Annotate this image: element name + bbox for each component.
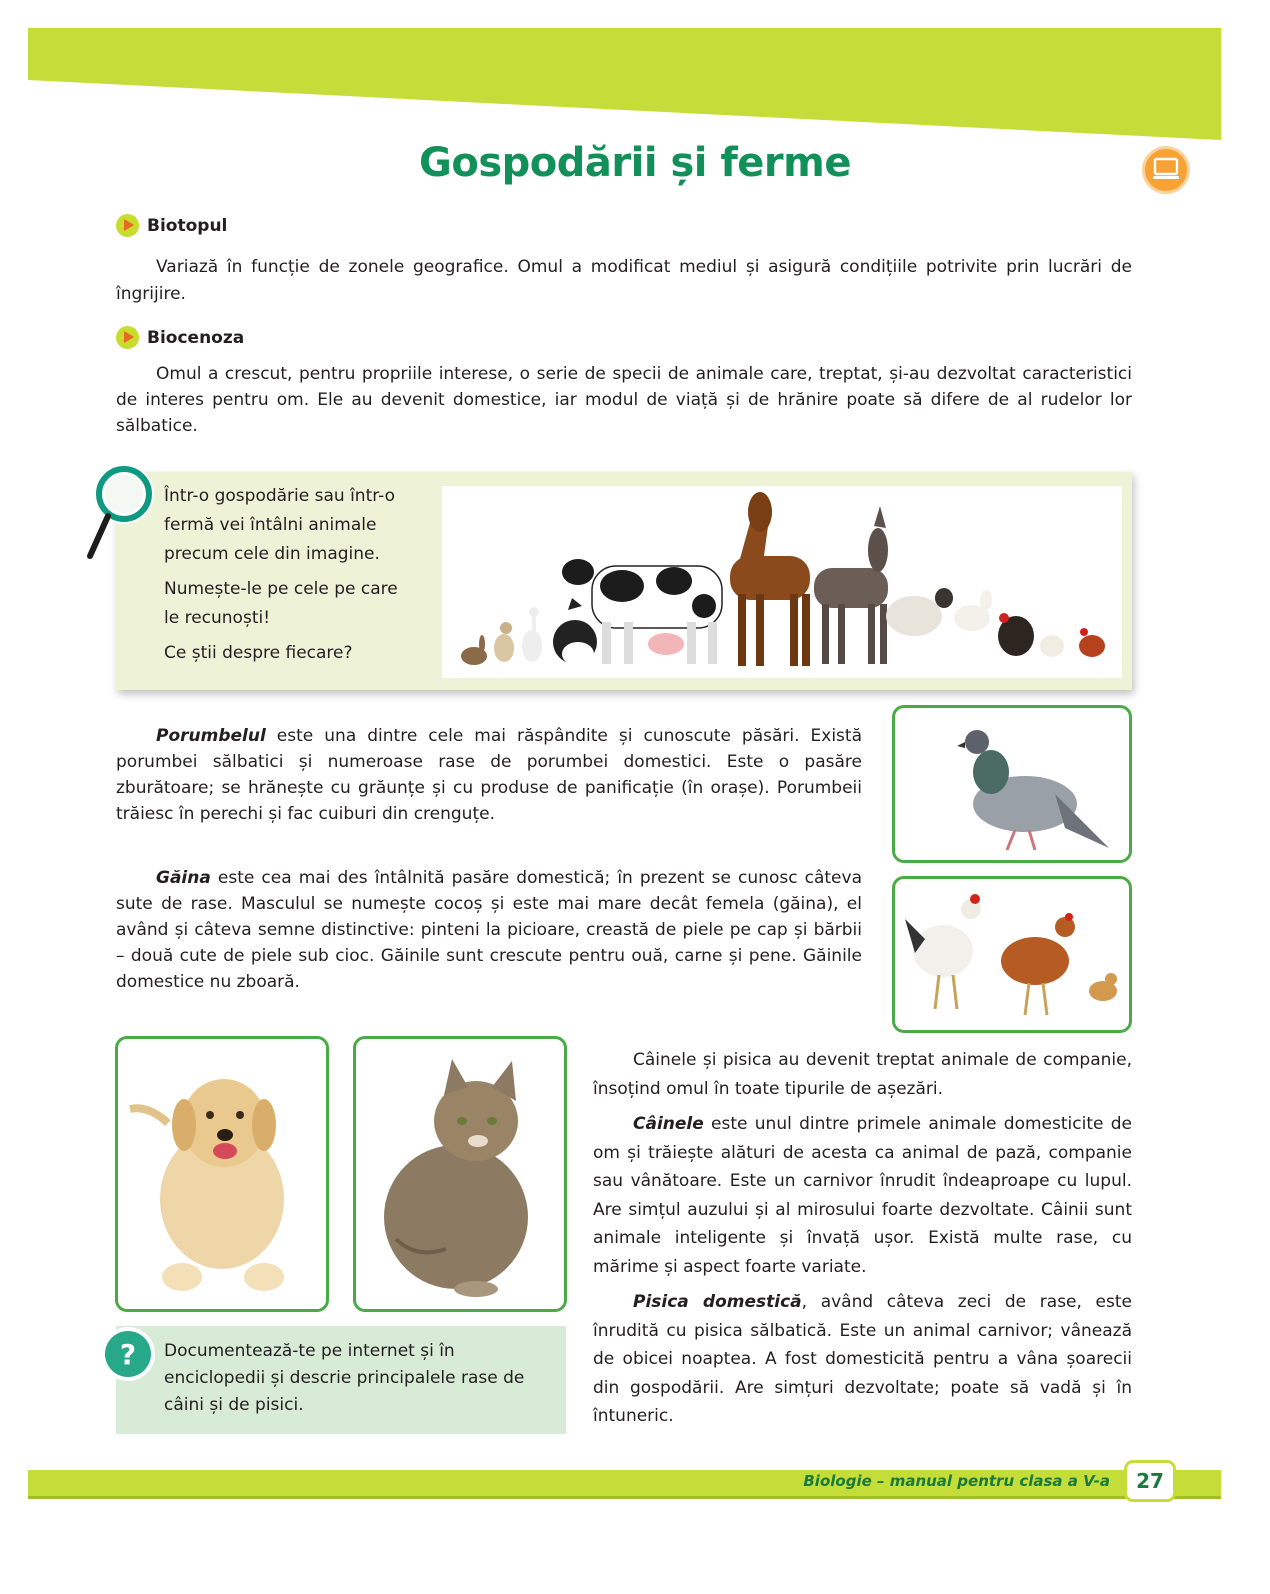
question-box <box>116 1326 566 1434</box>
section-heading-biotop <box>116 214 227 237</box>
section-heading-biocenoza <box>116 326 244 349</box>
porumbel-term: Porumbelul <box>156 726 266 746</box>
activity-prompt <box>164 482 414 674</box>
caine-paragraph <box>593 1110 1132 1282</box>
biotop-heading-label: Biotopul <box>147 215 228 236</box>
chickens-photo <box>892 876 1132 1033</box>
pisica-term: Pisica domestică <box>633 1292 802 1312</box>
porumbel-paragraph <box>116 723 862 827</box>
biocenoza-heading-label: Biocenoza <box>147 327 245 348</box>
caine-term: Câinele <box>633 1114 704 1134</box>
activity-line: Ce știi despre fiecare? <box>164 643 353 663</box>
activity-line: Într-o gospodărie sau într-o fermă vei întâlni animale precum cele din imagine. <box>164 486 396 564</box>
question-text: Documentează-te pe internet și în enciclopedii și descrie principalele rase de câini și de pisici. <box>164 1341 525 1415</box>
activity-box <box>116 472 1132 690</box>
gaina-paragraph <box>116 865 862 995</box>
pets-intro: Câinele și pisica au devenit treptat animale de companie, însoțind omul în toate tipurile de așezări. <box>593 1050 1132 1099</box>
farm-animals-image <box>442 486 1122 678</box>
dog-photo <box>115 1036 329 1312</box>
question-mark-icon <box>100 1326 156 1382</box>
gaina-term: Găina <box>156 868 211 888</box>
play-arrow-icon <box>116 214 139 237</box>
footer-divider <box>28 1496 1221 1499</box>
page-number: 27 <box>1124 1460 1176 1502</box>
magnifier-icon <box>84 462 156 562</box>
pisica-paragraph <box>593 1288 1132 1431</box>
porumbel-text: este una dintre cele mai răspândite și cunoscute păsări. Există porumbei sălbatici și numeroase rase de porumbei domestici. Este o pasăre zburătoare; se hrănește cu grăunțe și cu produse de panificație (în orașe). Porumbeii trăiesc în perechi și fac cuiburi din crenguțe. <box>116 726 862 824</box>
pigeon-photo <box>892 705 1132 863</box>
page-title: Gospodării și ferme <box>419 140 851 186</box>
footer-book-title: Biologie – manual pentru clasa a V-a <box>803 1472 1110 1490</box>
svg-text:?: ? <box>119 1338 137 1371</box>
activity-line: Numește-le pe cele pe care le recunoști! <box>164 579 398 628</box>
biocenoza-paragraph: Omul a crescut, pentru propriile interese, o serie de specii de animale care, treptat, și-au dezvoltat caracteristici de interes pentru om. Ele au devenit domestice, iar modul de viață și de hrănire poate să difere de al rudelor lor sălbatice. <box>116 364 1132 436</box>
cat-photo <box>353 1036 567 1312</box>
biotop-paragraph: Variază în funcție de zonele geografice. Omul a modificat mediul și asigură condițiile potrivite prin lucrări de îngrijire. <box>116 257 1132 304</box>
gaina-text: este cea mai des întâlnită pasăre domestică; în prezent se cunosc câteva sute de rase. Masculul se numește cocoș și este mai mare decât femela (găina), el având și câteva semne distinctive: pinteni la picioare, creastă de piele pe cap și bărbii – două cute de piele sub cioc. Găinile sunt crescute pentru ouă, carne și pene. Găinile domestice nu zboară. <box>116 868 862 992</box>
caine-text: este unul dintre primele animale domesticite de om și trăiește alături de acesta ca animal de pază, companie sau vânătoare. Este un carnivor înrudit îndeaproape cu lupul. Are simțul auzului și al mirosului foarte dezvoltate. Câinii sunt animale inteligente și învață ușor. Există multe rase, cu mărime și aspect foarte variate. <box>593 1114 1132 1277</box>
play-arrow-icon <box>116 326 139 349</box>
pisica-text: , având câteva zeci de rase, este înrudită cu pisica sălbatică. Este un animal carnivor; vânează de obicei noaptea. A fost domesticită pentru a vâna șoarecii din gospodării. Are simțuri dezvoltate; poate să vadă și în întuneric. <box>593 1292 1132 1427</box>
header-band <box>28 28 1221 140</box>
computer-icon <box>1142 146 1190 194</box>
